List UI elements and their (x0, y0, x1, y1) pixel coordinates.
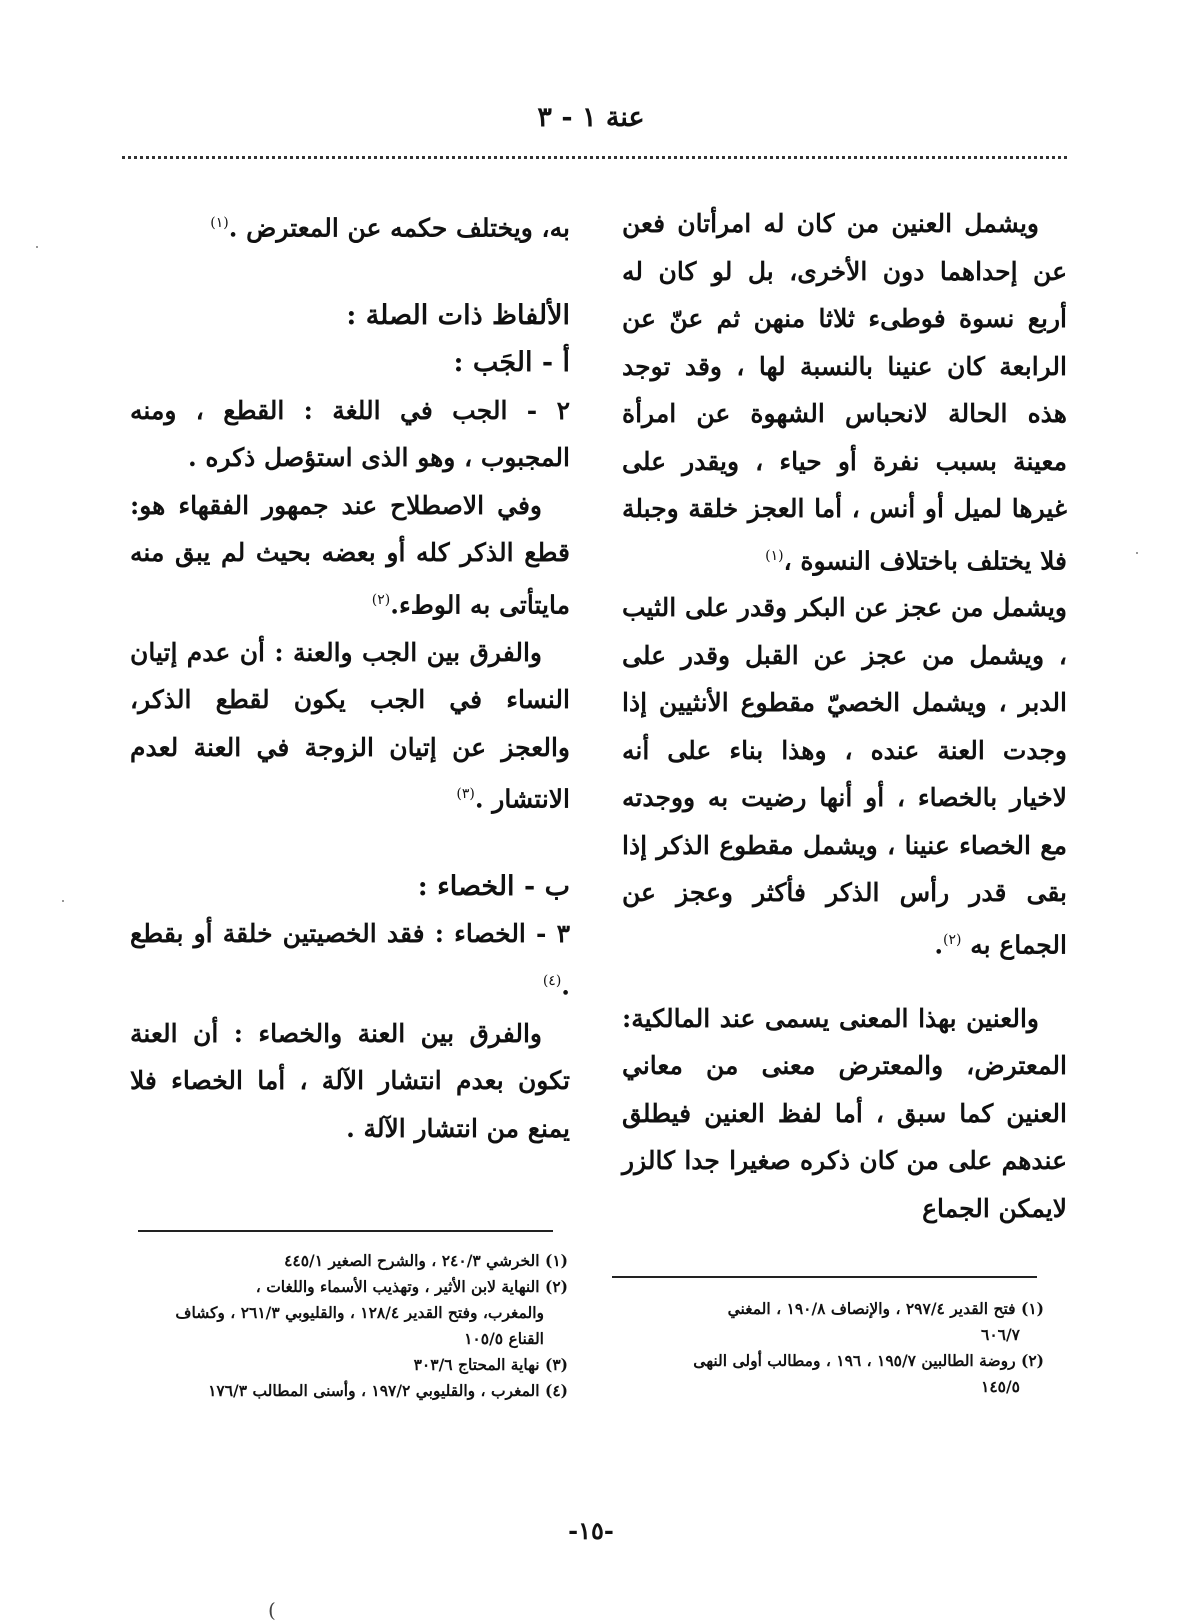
footnote-item: (٣) نهاية المحتاج ٣٠٣/٦ (413, 1355, 568, 1374)
left-top-line: به، ويختلف حكمه عن المعترض .$^{(١)}$ (210, 213, 570, 243)
subheading-b: ب - الخصاء : (417, 870, 570, 902)
right-paragraph-1: ويشمل العنين من كان له امرأتان فعن عن إحداهما دون الأخرى، بل لو كان له أربع نسوة فوطىء ثلاثا منهن ثم عنّ عن الرابعة كان عنينا بالنسبة لها ، وقد توجد هذه الحالة لانحباس الشهوة عن امرأة معينة بسبب نفرة أو حياء ، ويقدر على غيرها لميل أو أنس ، أما العجز خلقة وجبلة فلا يختلف باختلاف النسوة ،$^{(١)}$ (622, 209, 1067, 575)
footnote-item-continuation: ١٤٥/٥ (981, 1377, 1020, 1396)
right-paragraph-3: والعنين بهذا المعنى يسمى عند المالكية: المعترض، والمعترض معنى من معاني العنين كما سبق ، أما لفظ العنين فيطلق عندهم على من كان ذكره صغيرا جدا كالزر لايمكن الجماع (622, 1003, 1067, 1223)
right-footnote-rule (612, 1276, 1037, 1278)
footnote-item: (١) فتح القدير ٢٩٧/٤ ، والإنصاف ١٩٠/٨ ، المغني (727, 1299, 1044, 1318)
footnote-ref: (٢) (943, 931, 962, 948)
left-footnote-rule (138, 1230, 553, 1232)
footnote-item: (٤) المغرب ، والقليوبي ١٩٧/٢ ، وأسنى المطالب ١٧٦/٣ (208, 1381, 568, 1400)
section-heading: الألفاظ ذات الصلة : (346, 299, 570, 331)
left-paragraph-b2: والفرق بين العنة والخصاء : أن العنة تكون بعدم انتشار الآلة ، أما الخصاء فلا يمنع من انتشار الآلة . (130, 1018, 570, 1143)
footnote-item-continuation: ٦٠٦/٧ (981, 1325, 1020, 1344)
footnote-item: (٢) روضة الطالبين ١٩٥/٧ ، ١٩٦ ، ومطالب أولى النهى (693, 1351, 1044, 1370)
footnote-ref: (٢) (371, 591, 391, 608)
left-paragraph-a1: ٢ - الجب في اللغة : القطع ، ومنه المجبوب ، وهو الذى استؤصل ذكره . (130, 395, 570, 473)
footnote-ref: (٣) (456, 786, 475, 803)
header-dotted-rule (122, 156, 1067, 159)
footnote-item-continuation: والمغرب، وفتح القدير ١٢٨/٤ ، والقليوبي ٢٦١/٣ ، وكشاف القناع ١٠٥/٥ (175, 1303, 544, 1348)
scan-speck (36, 246, 38, 248)
subheading-a: أ - الجَب : (453, 347, 570, 379)
left-column (130, 200, 570, 1152)
scan-speck (62, 900, 64, 902)
left-paragraph-a3: والفرق بين الجب والعنة : أن عدم إتيان النساء في الجب يكون لقطع الذكر، والعجز عن إتيان الزوجة في العنة لعدم الانتشار .$^{(٣)}$ (130, 637, 570, 814)
footnote-ref: (٤) (542, 972, 562, 989)
page-header-title: عنة ١ - ٣ (537, 102, 645, 133)
stray-scan-mark: ) (268, 1598, 276, 1622)
footnote-item: (١) الخرشي ٢٤٠/٣ ، والشرح الصغير ٤٤٥/١ (284, 1251, 568, 1270)
scan-speck (1136, 552, 1138, 554)
right-footnotes (612, 1296, 1044, 1400)
left-paragraph-b1: ٣ - الخصاء : فقد الخصيتين خلقة أو بقطع .$^{(٤)}$ (130, 919, 570, 1001)
footnote-ref: (١) (210, 215, 229, 231)
footnote-ref: (١) (765, 547, 784, 564)
left-paragraph-a2: وفي الاصطلاح عند جمهور الفقهاء هو: قطع الذكر كله أو بعضه بحيث لم يبق منه مايتأتى به الوطء.$^{(٢)}$ (130, 490, 570, 620)
left-footnotes (136, 1248, 568, 1404)
right-paragraph-2: ويشمل من عجز عن البكر وقدر على الثيب ، ويشمل من عجز عن القبل وقدر على الدبر ، ويشمل الخصيّ مقطوع الأنثيين إذا وجدت العنة عنده ، وهذا بناء على أنه لاخيار بالخصاء ، أو أنها رضيت به ووجدته مع الخصاء عنينا ، ويشمل مقطوع الذكر إذا بقى قدر رأس الذكر فأكثر وعجز عن الجماع به $^{(٢)}$. (622, 593, 1067, 960)
page-number: -١٥- (568, 1516, 614, 1545)
right-column (622, 200, 1067, 1232)
footnote-item: (٢) النهاية لابن الأثير ، وتهذيب الأسماء واللغات ، (255, 1277, 568, 1296)
